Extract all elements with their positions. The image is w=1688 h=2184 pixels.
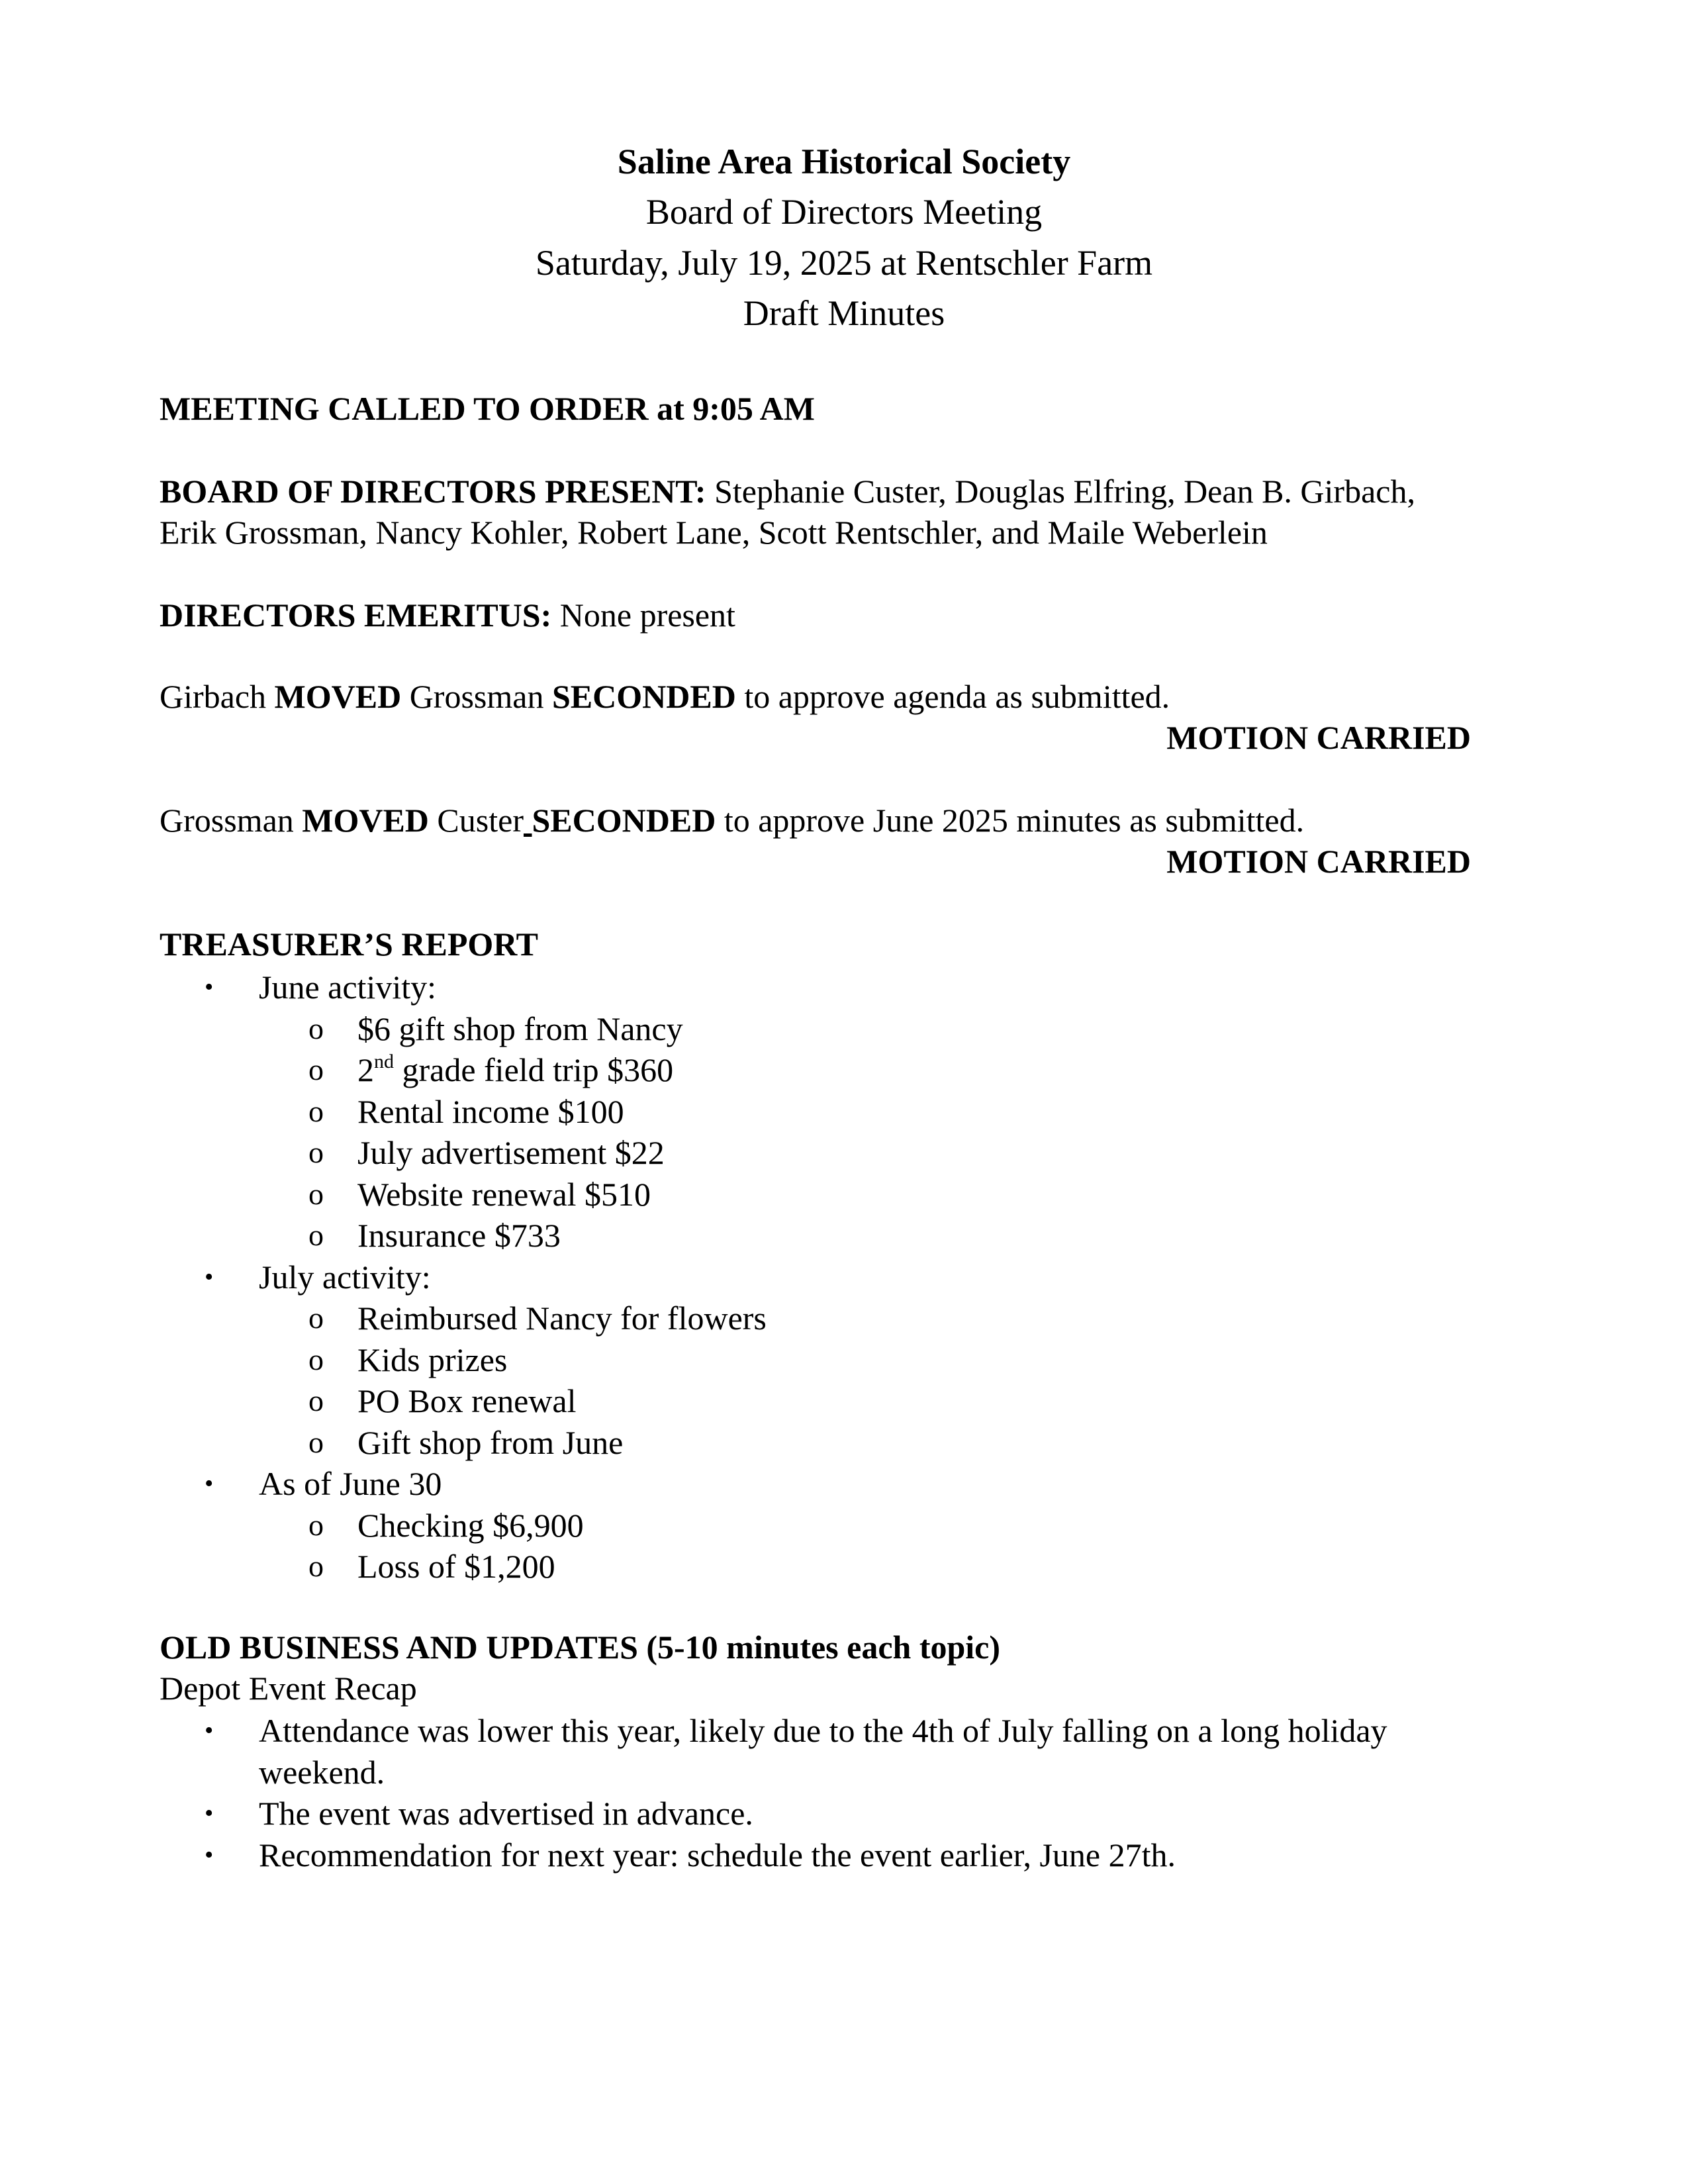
depot-event-recap-heading: Depot Event Recap [160,1670,417,1707]
sub-bullet-icon: o [308,1094,324,1128]
directors-present-label: BOARD OF DIRECTORS PRESENT: [160,473,706,510]
motion-moved-keyword: MOVED [274,678,402,715]
motion-mover: Girbach [160,678,275,715]
meeting-date-location: Saturday, July 19, 2025 at Rentschler Farm [535,243,1153,283]
directors-present-names-1: Stephanie Custer, Douglas Elfring, Dean B. Girbach, [706,473,1415,510]
list-item [0,1132,1688,1174]
list-item-text: Gift shop from June [357,1423,624,1461]
list-item-text: July advertisement $22 [357,1134,665,1171]
list-item-text: 2 [357,1051,374,1088]
list-item-text: Recommendation for next year: schedule the event earlier, June 27th. [259,1836,1176,1874]
motion-seconded-keyword: SECONDED [551,678,736,715]
motion-agenda-result: MOTION CARRIED [1166,719,1471,756]
sub-bullet-icon: o [308,1549,324,1583]
list-item [0,1834,1503,1876]
list-item [0,1339,1688,1381]
list-item-text: PO Box renewal [357,1382,577,1419]
directors-emeritus-text: None present [551,596,735,634]
call-to-order: MEETING CALLED TO ORDER at 9:05 AM [160,390,815,427]
motion-seconder: Custer [428,802,524,839]
document-type: Draft Minutes [743,293,945,333]
list-item-text: June activity: [259,969,436,1006]
list-item [0,1710,1503,1793]
motion-moved-keyword: MOVED [302,802,429,839]
sub-bullet-icon: o [308,1425,324,1459]
list-item-text: As of June 30 [259,1465,442,1502]
list-item [0,1215,1688,1257]
sub-bullet-icon: o [308,1053,324,1086]
list-item [0,1174,1688,1215]
motion-seconded-keyword: SECONDED [532,802,716,839]
list-item [0,1463,1688,1505]
list-item [0,1257,1688,1298]
bullet-icon: • [205,973,214,1001]
list-item-text: Website renewal $510 [357,1175,651,1213]
list-item [0,1008,1688,1050]
list-item-text: Attendance was lower this year, likely due to the 4th of July falling on a long holiday weekend. [259,1712,1387,1791]
bullet-icon: • [205,1799,214,1827]
list-item [0,1546,1688,1588]
bullet-icon: • [205,1717,214,1744]
list-item-text: The event was advertised in advance. [259,1795,753,1832]
motion-minutes-result: MOTION CARRIED [1166,843,1471,880]
directors-emeritus-label: DIRECTORS EMERITUS: [160,596,552,634]
list-item [0,967,1688,1008]
list-item-text: Insurance $733 [357,1217,561,1254]
treasurers-report-list [0,967,1688,1588]
treasurers-report-heading: TREASURER’S REPORT [160,926,538,963]
bullet-icon: • [205,1470,214,1497]
list-item-text: July activity: [259,1258,431,1296]
old-business-heading: OLD BUSINESS AND UPDATES (5-10 minutes each topic) [160,1629,1001,1666]
motion-underlined-space [524,802,532,839]
list-item-text: Checking $6,900 [357,1506,584,1544]
motion-mover: Grossman [160,802,303,839]
sub-bullet-icon: o [308,1218,324,1252]
depot-event-recap-list [0,1710,1688,1875]
directors-emeritus [160,596,735,634]
list-item-text: Rental income $100 [357,1092,624,1130]
list-item [0,1091,1688,1133]
list-item [0,1793,1503,1834]
ordinal-suffix: nd [374,1051,394,1072]
motion-text: to approve agenda as submitted. [735,678,1170,715]
directors-present-names-2: Erik Grossman, Nancy Kohler, Robert Lane, Scott Rentschler, and Maile Weberlein [160,514,1268,551]
sub-bullet-icon: o [308,1011,324,1045]
list-item-text: grade field trip $360 [394,1051,674,1088]
bullet-icon: • [205,1262,214,1291]
list-item [0,1505,1688,1546]
meeting-title: Board of Directors Meeting [645,192,1043,232]
list-item [0,1380,1688,1422]
list-item-text: Kids prizes [357,1341,508,1378]
sub-bullet-icon: o [308,1342,324,1376]
list-item [0,1298,1688,1339]
sub-bullet-icon: o [308,1301,324,1335]
motion-agenda [160,677,1170,716]
list-item-text: Reimbursed Nancy for flowers [357,1300,767,1337]
sub-bullet-icon: o [308,1507,324,1542]
bullet-icon: • [205,1840,214,1869]
sub-bullet-icon: o [308,1176,324,1211]
list-item-text: Loss of $1,200 [357,1548,555,1585]
sub-bullet-icon: o [308,1135,324,1169]
list-item-text: $6 gift shop from Nancy [357,1010,683,1047]
list-item [0,1422,1688,1464]
motion-text: to approve June 2025 minutes as submitted. [716,802,1305,839]
motion-seconder: Grossman [401,678,552,715]
motion-minutes [160,801,1304,839]
list-item [0,1049,1688,1091]
sub-bullet-icon: o [308,1384,324,1417]
organization-title: Saline Area Historical Society [617,142,1071,181]
directors-present-line1 [160,472,1415,510]
